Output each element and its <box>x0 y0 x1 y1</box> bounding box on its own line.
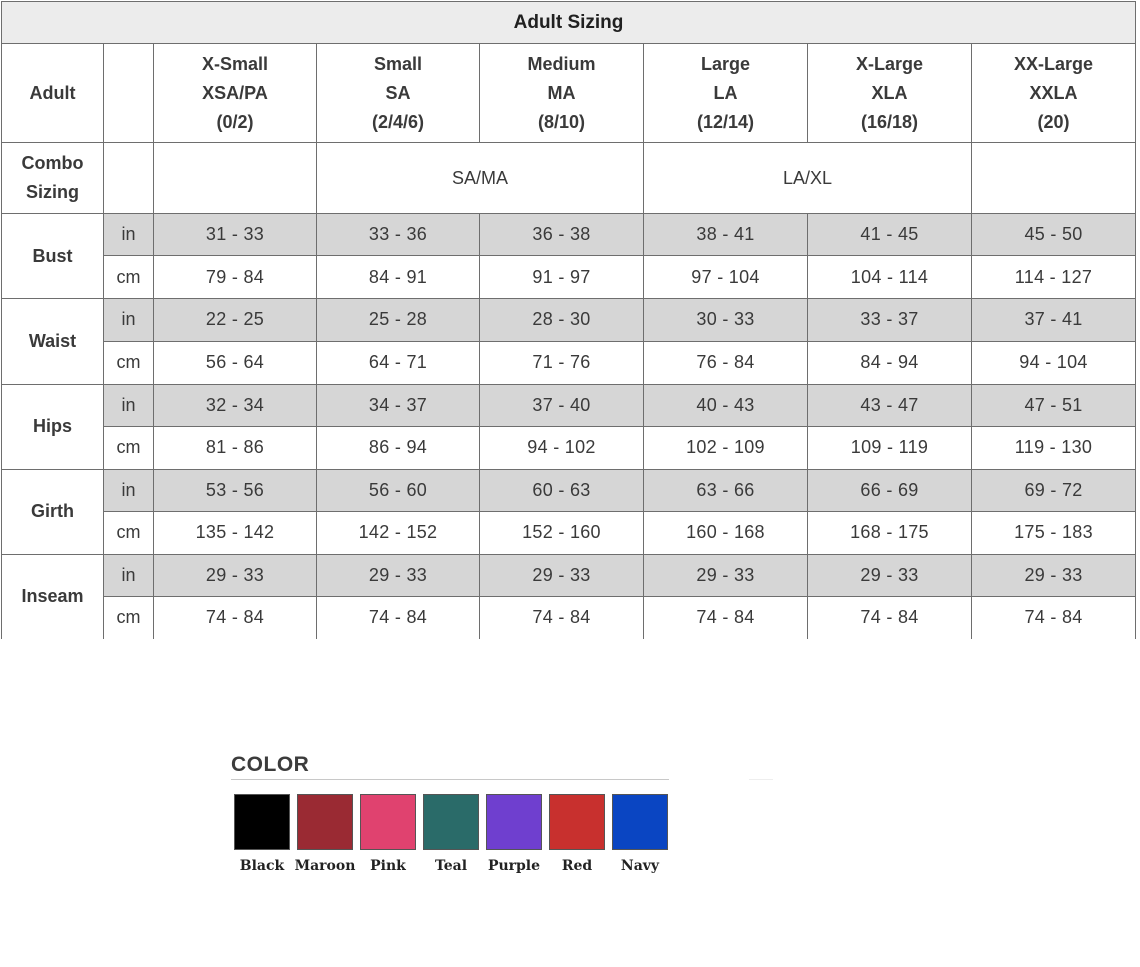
measurement-value: 79 - 84 <box>154 256 317 299</box>
measurement-label-bust: Bust <box>2 214 104 299</box>
color-chart-title: COLOR <box>231 753 310 776</box>
adult-sizing-table <box>1 1 1136 639</box>
measurement-value: 160 - 168 <box>644 511 808 554</box>
size-name: X-Large <box>855 53 924 74</box>
color-swatch-maroon <box>297 794 353 850</box>
table-row <box>2 554 1136 596</box>
table-row <box>2 511 1136 554</box>
color-swatch-label: Black <box>239 858 285 874</box>
size-header-xx-large <box>972 44 1136 143</box>
measurement-value: 33 - 36 <box>317 214 480 256</box>
table-row <box>2 341 1136 384</box>
color-swatch-pink <box>360 794 416 850</box>
measurement-value: 81 - 86 <box>154 426 317 469</box>
unit-label-cm: cm <box>104 426 154 469</box>
combo-unit-empty <box>104 143 154 214</box>
measurement-value: 34 - 37 <box>317 384 480 426</box>
measurement-value: 76 - 84 <box>644 341 808 384</box>
measurement-value: 36 - 38 <box>480 214 644 256</box>
unit-label-cm: cm <box>104 341 154 384</box>
combo-label-line2: Sizing <box>26 182 79 203</box>
measurement-value: 74 - 84 <box>317 596 480 639</box>
measurement-label-inseam: Inseam <box>2 554 104 639</box>
size-name: Large <box>700 53 751 74</box>
combo-small-medium: SA/MA <box>317 143 644 214</box>
table-row <box>2 426 1136 469</box>
size-code: LA <box>713 82 738 103</box>
measurement-value: 109 - 119 <box>808 426 972 469</box>
corner-label: Adult <box>2 44 104 143</box>
measurement-value: 63 - 66 <box>644 469 808 511</box>
size-header-x-small <box>154 44 317 143</box>
size-header-row <box>2 44 1136 143</box>
color-swatch-label: Purple <box>487 858 541 874</box>
color-swatch-list <box>234 794 674 874</box>
unit-label-cm: cm <box>104 256 154 299</box>
measurement-value: 84 - 94 <box>808 341 972 384</box>
unit-label-in: in <box>104 384 154 426</box>
color-swatch-navy <box>612 794 668 850</box>
table-row <box>2 469 1136 511</box>
measurement-value: 40 - 43 <box>644 384 808 426</box>
table-row <box>2 384 1136 426</box>
measurement-value: 74 - 84 <box>644 596 808 639</box>
unit-label-cm: cm <box>104 511 154 554</box>
color-swatch-red <box>549 794 605 850</box>
measurement-value: 47 - 51 <box>972 384 1136 426</box>
measurement-value: 84 - 91 <box>317 256 480 299</box>
measurement-value: 29 - 33 <box>317 554 480 596</box>
measurement-value: 29 - 33 <box>972 554 1136 596</box>
measurement-value: 60 - 63 <box>480 469 644 511</box>
measurement-value: 29 - 33 <box>644 554 808 596</box>
size-code: XXLA <box>1029 82 1078 103</box>
measurement-value: 41 - 45 <box>808 214 972 256</box>
size-header-medium <box>480 44 644 143</box>
size-header-large <box>644 44 808 143</box>
measurement-value: 29 - 33 <box>480 554 644 596</box>
measurement-value: 175 - 183 <box>972 511 1136 554</box>
size-numeric: (8/10) <box>537 111 586 132</box>
color-chart <box>231 752 671 874</box>
color-swatch-label: Pink <box>370 858 406 874</box>
combo-xsmall-empty <box>154 143 317 214</box>
unit-label-in: in <box>104 299 154 341</box>
measurement-value: 104 - 114 <box>808 256 972 299</box>
size-name: Medium <box>527 53 596 74</box>
measurement-value: 45 - 50 <box>972 214 1136 256</box>
color-swatch-teal <box>423 794 479 850</box>
measurement-value: 74 - 84 <box>808 596 972 639</box>
measurement-value: 91 - 97 <box>480 256 644 299</box>
combo-xxlarge-empty <box>972 143 1136 214</box>
unit-label-cm: cm <box>104 596 154 639</box>
measurement-value: 86 - 94 <box>317 426 480 469</box>
measurement-label-girth: Girth <box>2 469 104 554</box>
color-chart-divider <box>231 779 669 780</box>
measurement-value: 94 - 104 <box>972 341 1136 384</box>
table-row <box>2 256 1136 299</box>
measurement-value: 74 - 84 <box>480 596 644 639</box>
color-swatch-label: Teal <box>434 858 468 874</box>
measurement-label-hips: Hips <box>2 384 104 469</box>
unit-label-in: in <box>104 554 154 596</box>
size-numeric: (16/18) <box>860 111 919 132</box>
size-name: X-Small <box>201 53 269 74</box>
measurement-value: 152 - 160 <box>480 511 644 554</box>
size-code: XLA <box>871 82 908 103</box>
size-numeric: (20) <box>1037 111 1070 132</box>
measurement-value: 119 - 130 <box>972 426 1136 469</box>
color-swatch-label: Maroon <box>294 858 356 874</box>
measurement-value: 33 - 37 <box>808 299 972 341</box>
measurement-value: 74 - 84 <box>972 596 1136 639</box>
measurement-value: 22 - 25 <box>154 299 317 341</box>
size-name: Small <box>373 53 423 74</box>
measurement-value: 74 - 84 <box>154 596 317 639</box>
measurement-value: 31 - 33 <box>154 214 317 256</box>
measurement-value: 37 - 40 <box>480 384 644 426</box>
measurement-value: 71 - 76 <box>480 341 644 384</box>
size-name: XX-Large <box>1013 53 1094 74</box>
table-title: Adult Sizing <box>2 2 1136 44</box>
measurement-value: 168 - 175 <box>808 511 972 554</box>
measurement-value: 37 - 41 <box>972 299 1136 341</box>
unit-header-empty <box>104 44 154 143</box>
size-numeric: (12/14) <box>696 111 755 132</box>
measurement-value: 43 - 47 <box>808 384 972 426</box>
combo-large-xlarge: LA/XL <box>644 143 972 214</box>
size-code: XSA/PA <box>202 82 268 103</box>
measurement-value: 102 - 109 <box>644 426 808 469</box>
size-code: SA <box>385 82 411 103</box>
measurement-value: 29 - 33 <box>154 554 317 596</box>
measurement-value: 64 - 71 <box>317 341 480 384</box>
measurement-value: 29 - 33 <box>808 554 972 596</box>
size-numeric: (2/4/6) <box>371 111 425 132</box>
combo-sizing-row <box>2 143 1136 214</box>
measurement-label-waist: Waist <box>2 299 104 384</box>
table-row <box>2 299 1136 341</box>
measurement-value: 142 - 152 <box>317 511 480 554</box>
unit-label-in: in <box>104 214 154 256</box>
size-numeric: (0/2) <box>216 111 254 132</box>
color-swatch-label: Red <box>561 858 593 874</box>
measurement-value: 25 - 28 <box>317 299 480 341</box>
table-row <box>2 596 1136 639</box>
color-swatch-label: Navy <box>620 858 660 874</box>
size-code: MA <box>547 82 576 103</box>
unit-label-in: in <box>104 469 154 511</box>
color-swatch-black <box>234 794 290 850</box>
combo-label-line1: Combo <box>21 153 84 174</box>
measurement-value: 135 - 142 <box>154 511 317 554</box>
measurement-value: 38 - 41 <box>644 214 808 256</box>
divider <box>749 779 773 780</box>
measurement-value: 97 - 104 <box>644 256 808 299</box>
measurement-value: 56 - 60 <box>317 469 480 511</box>
table-row <box>2 214 1136 256</box>
measurement-value: 56 - 64 <box>154 341 317 384</box>
combo-sizing-label <box>2 143 104 214</box>
measurement-value: 114 - 127 <box>972 256 1136 299</box>
measurement-value: 69 - 72 <box>972 469 1136 511</box>
size-header-x-large <box>808 44 972 143</box>
color-swatch-purple <box>486 794 542 850</box>
measurement-value: 66 - 69 <box>808 469 972 511</box>
measurement-value: 30 - 33 <box>644 299 808 341</box>
measurement-value: 32 - 34 <box>154 384 317 426</box>
size-header-small <box>317 44 480 143</box>
measurement-value: 28 - 30 <box>480 299 644 341</box>
measurement-value: 94 - 102 <box>480 426 644 469</box>
measurement-value: 53 - 56 <box>154 469 317 511</box>
